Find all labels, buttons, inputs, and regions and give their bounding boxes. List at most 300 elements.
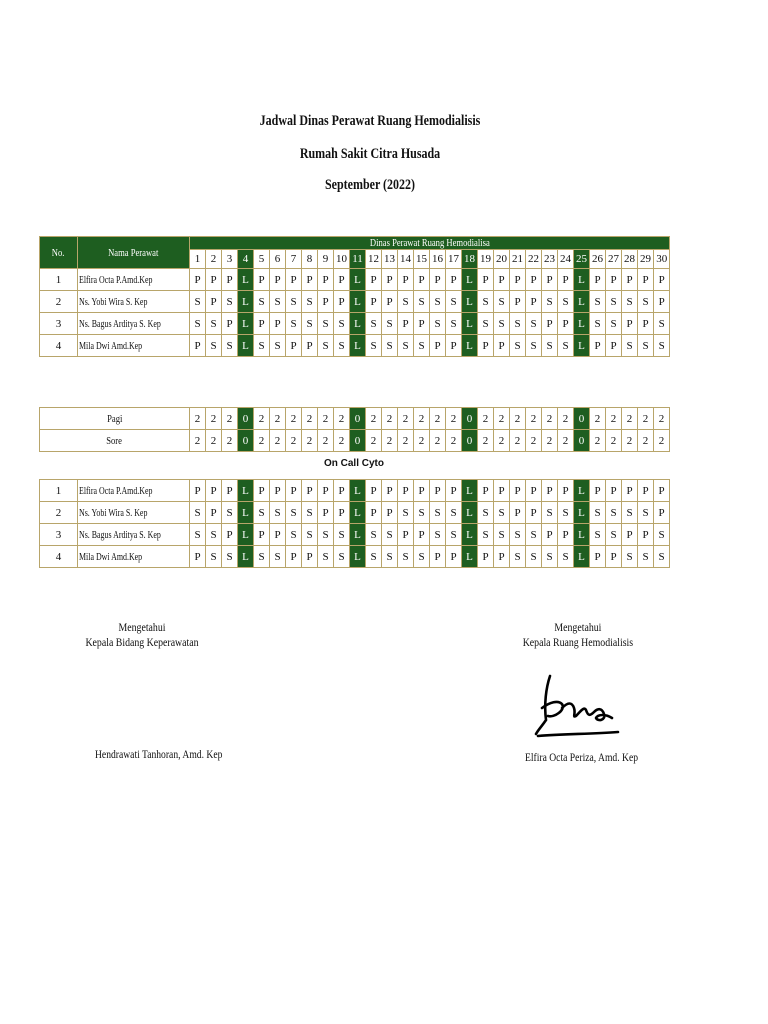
shift-cell: L bbox=[574, 269, 590, 291]
summary-row bbox=[40, 430, 670, 452]
left-caption-1: Mengetahui bbox=[118, 620, 166, 634]
shift-cell: L bbox=[238, 524, 254, 546]
shift-cell: P bbox=[622, 480, 638, 502]
summary-count: 2 bbox=[206, 430, 222, 452]
shift-cell: S bbox=[222, 502, 238, 524]
shift-cell: S bbox=[254, 291, 270, 313]
shift-cell: P bbox=[590, 546, 606, 568]
shift-cell: L bbox=[350, 291, 366, 313]
summary-count: 0 bbox=[350, 408, 366, 430]
summary-count: 2 bbox=[382, 408, 398, 430]
shift-cell: L bbox=[462, 524, 478, 546]
summary-count: 2 bbox=[334, 430, 350, 452]
title-line-1: Jadwal Dinas Perawat Ruang Hemodialisis bbox=[259, 113, 481, 129]
nurse-name: Mila Dwi Amd.Kep bbox=[78, 335, 190, 357]
day-header-17: 17 bbox=[446, 250, 462, 269]
shift-cell: S bbox=[430, 524, 446, 546]
shift-cell: P bbox=[398, 269, 414, 291]
shift-cell: S bbox=[206, 335, 222, 357]
shift-cell: P bbox=[222, 524, 238, 546]
shift-cell: P bbox=[606, 335, 622, 357]
summary-count: 2 bbox=[590, 430, 606, 452]
summary-count: 2 bbox=[190, 430, 206, 452]
nurse-name: Mila Dwi Amd.Kep bbox=[78, 546, 190, 568]
shift-cell: P bbox=[622, 313, 638, 335]
summary-count: 2 bbox=[526, 430, 542, 452]
shift-cell: P bbox=[302, 546, 318, 568]
shift-cell: P bbox=[510, 502, 526, 524]
summary-count: 2 bbox=[654, 408, 670, 430]
shift-cell: S bbox=[526, 524, 542, 546]
shift-cell: P bbox=[430, 269, 446, 291]
shift-cell: S bbox=[622, 291, 638, 313]
summary-count: 2 bbox=[654, 430, 670, 452]
shift-cell: S bbox=[478, 313, 494, 335]
shift-cell: S bbox=[222, 291, 238, 313]
shift-cell: S bbox=[510, 524, 526, 546]
nurse-name: Ns. Bagus Arditya S. Kep bbox=[78, 524, 190, 546]
shift-cell: S bbox=[558, 546, 574, 568]
table-row bbox=[40, 313, 670, 335]
shift-cell: P bbox=[558, 524, 574, 546]
summary-count: 2 bbox=[414, 430, 430, 452]
day-header-20: 20 bbox=[494, 250, 510, 269]
shift-cell: S bbox=[206, 546, 222, 568]
table-row bbox=[40, 291, 670, 313]
shift-cell: P bbox=[222, 480, 238, 502]
shift-cell: S bbox=[478, 291, 494, 313]
summary-count: 2 bbox=[302, 408, 318, 430]
shift-cell: S bbox=[622, 335, 638, 357]
shift-cell: P bbox=[270, 313, 286, 335]
table-row bbox=[40, 502, 670, 524]
shift-cell: P bbox=[222, 313, 238, 335]
day-header-6: 6 bbox=[270, 250, 286, 269]
day-header-19: 19 bbox=[478, 250, 494, 269]
shift-cell: S bbox=[510, 335, 526, 357]
shift-cell: P bbox=[430, 335, 446, 357]
summary-count: 2 bbox=[334, 408, 350, 430]
shift-cell: P bbox=[270, 480, 286, 502]
day-header-27: 27 bbox=[606, 250, 622, 269]
shift-cell: P bbox=[334, 291, 350, 313]
shift-cell: S bbox=[286, 502, 302, 524]
shift-cell: L bbox=[574, 480, 590, 502]
shift-cell: P bbox=[366, 291, 382, 313]
summary-count: 2 bbox=[398, 430, 414, 452]
shift-cell: P bbox=[318, 269, 334, 291]
summary-count: 0 bbox=[462, 430, 478, 452]
shift-cell: P bbox=[414, 480, 430, 502]
shift-cell: P bbox=[558, 269, 574, 291]
shift-cell: S bbox=[606, 524, 622, 546]
summary-count: 2 bbox=[558, 430, 574, 452]
day-header-18: 18 bbox=[462, 250, 478, 269]
shift-cell: L bbox=[350, 313, 366, 335]
shift-cell: S bbox=[478, 524, 494, 546]
summary-count: 2 bbox=[478, 430, 494, 452]
shift-cell: S bbox=[382, 546, 398, 568]
shift-cell: L bbox=[350, 335, 366, 357]
shift-cell: P bbox=[526, 291, 542, 313]
summary-count: 2 bbox=[478, 408, 494, 430]
shift-cell: L bbox=[238, 291, 254, 313]
shift-cell: P bbox=[654, 480, 670, 502]
shift-cell: P bbox=[382, 502, 398, 524]
day-header-3: 3 bbox=[222, 250, 238, 269]
shift-cell: L bbox=[574, 524, 590, 546]
shift-cell: L bbox=[238, 502, 254, 524]
right-caption-2: Kepala Ruang Hemodialisis bbox=[522, 635, 634, 649]
shift-cell: P bbox=[542, 480, 558, 502]
shift-cell: L bbox=[574, 335, 590, 357]
shift-cell: S bbox=[366, 524, 382, 546]
shift-cell: S bbox=[414, 335, 430, 357]
shift-cell: P bbox=[398, 313, 414, 335]
nurse-name: Ns. Bagus Arditya S. Kep bbox=[78, 313, 190, 335]
summary-count: 0 bbox=[574, 408, 590, 430]
shift-cell: S bbox=[510, 313, 526, 335]
summary-count: 2 bbox=[638, 430, 654, 452]
day-header-8: 8 bbox=[302, 250, 318, 269]
shift-cell: P bbox=[286, 480, 302, 502]
shift-cell: S bbox=[318, 546, 334, 568]
shift-cell: P bbox=[606, 546, 622, 568]
shift-cell: L bbox=[574, 313, 590, 335]
nurse-name: Elfira Octa P.Amd.Kep bbox=[78, 480, 190, 502]
shift-cell: P bbox=[302, 480, 318, 502]
day-header-15: 15 bbox=[414, 250, 430, 269]
shift-cell: P bbox=[398, 524, 414, 546]
summary-count: 2 bbox=[446, 408, 462, 430]
shift-cell: S bbox=[606, 313, 622, 335]
shift-cell: L bbox=[238, 335, 254, 357]
shift-cell: P bbox=[606, 269, 622, 291]
shift-cell: L bbox=[574, 546, 590, 568]
summary-count: 2 bbox=[190, 408, 206, 430]
day-header-25: 25 bbox=[574, 250, 590, 269]
shift-cell: L bbox=[462, 313, 478, 335]
shift-cell: S bbox=[638, 502, 654, 524]
shift-cell: P bbox=[430, 546, 446, 568]
shift-cell: L bbox=[238, 269, 254, 291]
day-header-14: 14 bbox=[398, 250, 414, 269]
left-signer-name: Hendrawati Tanhoran, Amd. Kep bbox=[95, 747, 223, 761]
shift-cell: S bbox=[558, 502, 574, 524]
summary-count: 2 bbox=[254, 430, 270, 452]
shift-cell: P bbox=[270, 524, 286, 546]
shift-cell: P bbox=[382, 480, 398, 502]
summary-count: 2 bbox=[446, 430, 462, 452]
row-number: 1 bbox=[40, 269, 78, 291]
row-number: 3 bbox=[40, 524, 78, 546]
shift-cell: P bbox=[286, 335, 302, 357]
day-header-22: 22 bbox=[526, 250, 542, 269]
shift-cell: P bbox=[382, 291, 398, 313]
summary-count: 2 bbox=[254, 408, 270, 430]
shift-cell: S bbox=[446, 313, 462, 335]
shift-cell: S bbox=[590, 313, 606, 335]
day-header-11: 11 bbox=[350, 250, 366, 269]
shift-cell: S bbox=[430, 313, 446, 335]
shift-cell: S bbox=[270, 335, 286, 357]
shift-cell: P bbox=[510, 291, 526, 313]
shift-cell: P bbox=[622, 524, 638, 546]
shift-cell: S bbox=[254, 502, 270, 524]
shift-cell: S bbox=[590, 502, 606, 524]
summary-count: 2 bbox=[286, 430, 302, 452]
col-no-header: No. bbox=[40, 237, 78, 269]
shift-cell: S bbox=[622, 546, 638, 568]
summary-count: 2 bbox=[590, 408, 606, 430]
shift-cell: S bbox=[542, 502, 558, 524]
day-header-12: 12 bbox=[366, 250, 382, 269]
shift-cell: P bbox=[638, 269, 654, 291]
summary-count: 2 bbox=[222, 408, 238, 430]
shift-cell: S bbox=[526, 546, 542, 568]
shift-cell: L bbox=[574, 502, 590, 524]
shift-cell: L bbox=[350, 269, 366, 291]
shift-cell: S bbox=[526, 313, 542, 335]
shift-cell: P bbox=[302, 269, 318, 291]
title-line-2: Rumah Sakit Citra Husada bbox=[299, 146, 441, 162]
shift-cell: P bbox=[398, 480, 414, 502]
shift-cell: P bbox=[494, 269, 510, 291]
summary-label: Sore bbox=[40, 430, 190, 452]
shift-cell: L bbox=[350, 502, 366, 524]
summary-count: 0 bbox=[574, 430, 590, 452]
shift-cell: S bbox=[270, 546, 286, 568]
shift-cell: P bbox=[510, 480, 526, 502]
shift-cell: P bbox=[318, 480, 334, 502]
shift-cell: S bbox=[334, 546, 350, 568]
summary-count: 2 bbox=[286, 408, 302, 430]
shift-cell: S bbox=[510, 546, 526, 568]
left-caption-2: Kepala Bidang Keperawatan bbox=[85, 635, 199, 649]
day-header-1: 1 bbox=[190, 250, 206, 269]
shift-cell: P bbox=[254, 480, 270, 502]
row-number: 1 bbox=[40, 480, 78, 502]
summary-count: 2 bbox=[302, 430, 318, 452]
shift-cell: P bbox=[478, 269, 494, 291]
shift-cell: P bbox=[206, 269, 222, 291]
shift-cell: S bbox=[622, 502, 638, 524]
shift-cell: S bbox=[542, 335, 558, 357]
title-line-3: September (2022) bbox=[324, 177, 416, 193]
shift-cell: L bbox=[238, 546, 254, 568]
shift-cell: S bbox=[382, 313, 398, 335]
shift-cell: S bbox=[558, 335, 574, 357]
shift-cell: S bbox=[494, 524, 510, 546]
shift-cell: S bbox=[654, 313, 670, 335]
summary-count: 2 bbox=[542, 430, 558, 452]
day-header-2: 2 bbox=[206, 250, 222, 269]
shift-cell: S bbox=[638, 335, 654, 357]
shift-cell: S bbox=[334, 524, 350, 546]
shift-cell: P bbox=[366, 269, 382, 291]
shift-cell: P bbox=[526, 480, 542, 502]
day-header-4: 4 bbox=[238, 250, 254, 269]
summary-count: 2 bbox=[382, 430, 398, 452]
shift-cell: P bbox=[558, 480, 574, 502]
shift-cell: P bbox=[494, 480, 510, 502]
shift-cell: P bbox=[478, 546, 494, 568]
shift-cell: P bbox=[542, 313, 558, 335]
shift-cell: P bbox=[286, 546, 302, 568]
day-header-29: 29 bbox=[638, 250, 654, 269]
summary-count: 2 bbox=[366, 408, 382, 430]
shift-cell: P bbox=[206, 502, 222, 524]
summary-count: 2 bbox=[526, 408, 542, 430]
signature-block-right bbox=[500, 620, 656, 650]
shift-cell: S bbox=[254, 546, 270, 568]
shift-cell: P bbox=[654, 502, 670, 524]
shift-cell: P bbox=[478, 480, 494, 502]
shift-cell: P bbox=[318, 291, 334, 313]
shift-cell: S bbox=[494, 313, 510, 335]
shift-cell: P bbox=[446, 546, 462, 568]
shift-cell: S bbox=[318, 335, 334, 357]
shift-cell: S bbox=[190, 313, 206, 335]
shift-cell: S bbox=[494, 502, 510, 524]
row-number: 2 bbox=[40, 502, 78, 524]
shift-cell: P bbox=[270, 269, 286, 291]
shift-cell: P bbox=[590, 269, 606, 291]
shift-cell: P bbox=[382, 269, 398, 291]
summary-count: 2 bbox=[270, 430, 286, 452]
nurse-name: Elfira Octa P.Amd.Kep bbox=[78, 269, 190, 291]
shift-cell: S bbox=[446, 502, 462, 524]
shift-cell: L bbox=[350, 480, 366, 502]
shift-cell: L bbox=[574, 291, 590, 313]
summary-count: 2 bbox=[206, 408, 222, 430]
shift-cell: L bbox=[238, 313, 254, 335]
shift-cell: P bbox=[302, 335, 318, 357]
oncall-label: On Call Cyto bbox=[323, 458, 384, 469]
shift-cell: P bbox=[414, 524, 430, 546]
summary-count: 2 bbox=[542, 408, 558, 430]
shift-cell: S bbox=[302, 313, 318, 335]
day-header-9: 9 bbox=[318, 250, 334, 269]
shift-cell: S bbox=[446, 524, 462, 546]
shift-cell: L bbox=[462, 291, 478, 313]
shift-cell: P bbox=[510, 269, 526, 291]
signature-block-left bbox=[60, 620, 224, 650]
row-number: 2 bbox=[40, 291, 78, 313]
shift-cell: S bbox=[366, 546, 382, 568]
shift-cell: S bbox=[318, 524, 334, 546]
day-header-28: 28 bbox=[622, 250, 638, 269]
summary-count: 0 bbox=[350, 430, 366, 452]
table-row bbox=[40, 269, 670, 291]
shift-cell: P bbox=[590, 480, 606, 502]
day-header-24: 24 bbox=[558, 250, 574, 269]
shift-cell: S bbox=[206, 313, 222, 335]
summary-count: 2 bbox=[414, 408, 430, 430]
day-header-26: 26 bbox=[590, 250, 606, 269]
shift-cell: P bbox=[286, 269, 302, 291]
shift-cell: S bbox=[302, 502, 318, 524]
col-group-header: Dinas Perawat Ruang Hemodialisa bbox=[190, 237, 670, 250]
shift-cell: P bbox=[190, 269, 206, 291]
shift-cell: S bbox=[398, 335, 414, 357]
shift-cell: S bbox=[222, 546, 238, 568]
shift-cell: S bbox=[318, 313, 334, 335]
shift-cell: P bbox=[254, 313, 270, 335]
shift-cell: S bbox=[606, 291, 622, 313]
table-row bbox=[40, 524, 670, 546]
shift-cell: S bbox=[430, 502, 446, 524]
shift-cell: S bbox=[270, 502, 286, 524]
shift-cell: S bbox=[206, 524, 222, 546]
table-row bbox=[40, 335, 670, 357]
shift-cell: P bbox=[542, 524, 558, 546]
shift-cell: P bbox=[190, 480, 206, 502]
shift-cell: P bbox=[366, 502, 382, 524]
shift-cell: P bbox=[254, 269, 270, 291]
shift-cell: S bbox=[366, 335, 382, 357]
shift-cell: P bbox=[638, 313, 654, 335]
summary-count: 2 bbox=[430, 408, 446, 430]
shift-cell: S bbox=[190, 291, 206, 313]
day-header-30: 30 bbox=[654, 250, 670, 269]
shift-cell: P bbox=[254, 524, 270, 546]
shift-cell: P bbox=[654, 291, 670, 313]
shift-cell: S bbox=[382, 335, 398, 357]
shift-cell: P bbox=[318, 502, 334, 524]
shift-cell: P bbox=[558, 313, 574, 335]
right-caption-1: Mengetahui bbox=[554, 620, 602, 634]
summary-count: 2 bbox=[638, 408, 654, 430]
shift-cell: P bbox=[206, 291, 222, 313]
shift-cell: P bbox=[414, 313, 430, 335]
summary-count: 2 bbox=[398, 408, 414, 430]
day-header-16: 16 bbox=[430, 250, 446, 269]
row-number: 4 bbox=[40, 335, 78, 357]
shift-cell: S bbox=[366, 313, 382, 335]
summary-count: 0 bbox=[462, 408, 478, 430]
shift-cell: S bbox=[590, 524, 606, 546]
summary-label: Pagi bbox=[40, 408, 190, 430]
shift-cell: S bbox=[270, 291, 286, 313]
table-row bbox=[40, 546, 670, 568]
summary-count: 2 bbox=[510, 430, 526, 452]
col-name-header: Nama Perawat bbox=[78, 237, 190, 269]
summary-count: 2 bbox=[318, 430, 334, 452]
summary-count: 2 bbox=[494, 408, 510, 430]
row-number: 4 bbox=[40, 546, 78, 568]
shift-cell: P bbox=[638, 524, 654, 546]
shift-cell: P bbox=[494, 546, 510, 568]
shift-cell: L bbox=[462, 480, 478, 502]
shift-cell: P bbox=[430, 480, 446, 502]
shift-cell: P bbox=[542, 269, 558, 291]
shift-cell: S bbox=[446, 291, 462, 313]
shift-cell: P bbox=[606, 480, 622, 502]
shift-cell: S bbox=[334, 313, 350, 335]
shift-cell: S bbox=[590, 291, 606, 313]
summary-count: 2 bbox=[494, 430, 510, 452]
shift-cell: P bbox=[206, 480, 222, 502]
shift-cell: S bbox=[398, 546, 414, 568]
summary-count: 2 bbox=[318, 408, 334, 430]
day-header-23: 23 bbox=[542, 250, 558, 269]
summary-count: 2 bbox=[222, 430, 238, 452]
shift-cell: S bbox=[638, 546, 654, 568]
shift-cell: S bbox=[430, 291, 446, 313]
shift-cell: P bbox=[366, 480, 382, 502]
shift-cell: S bbox=[190, 524, 206, 546]
